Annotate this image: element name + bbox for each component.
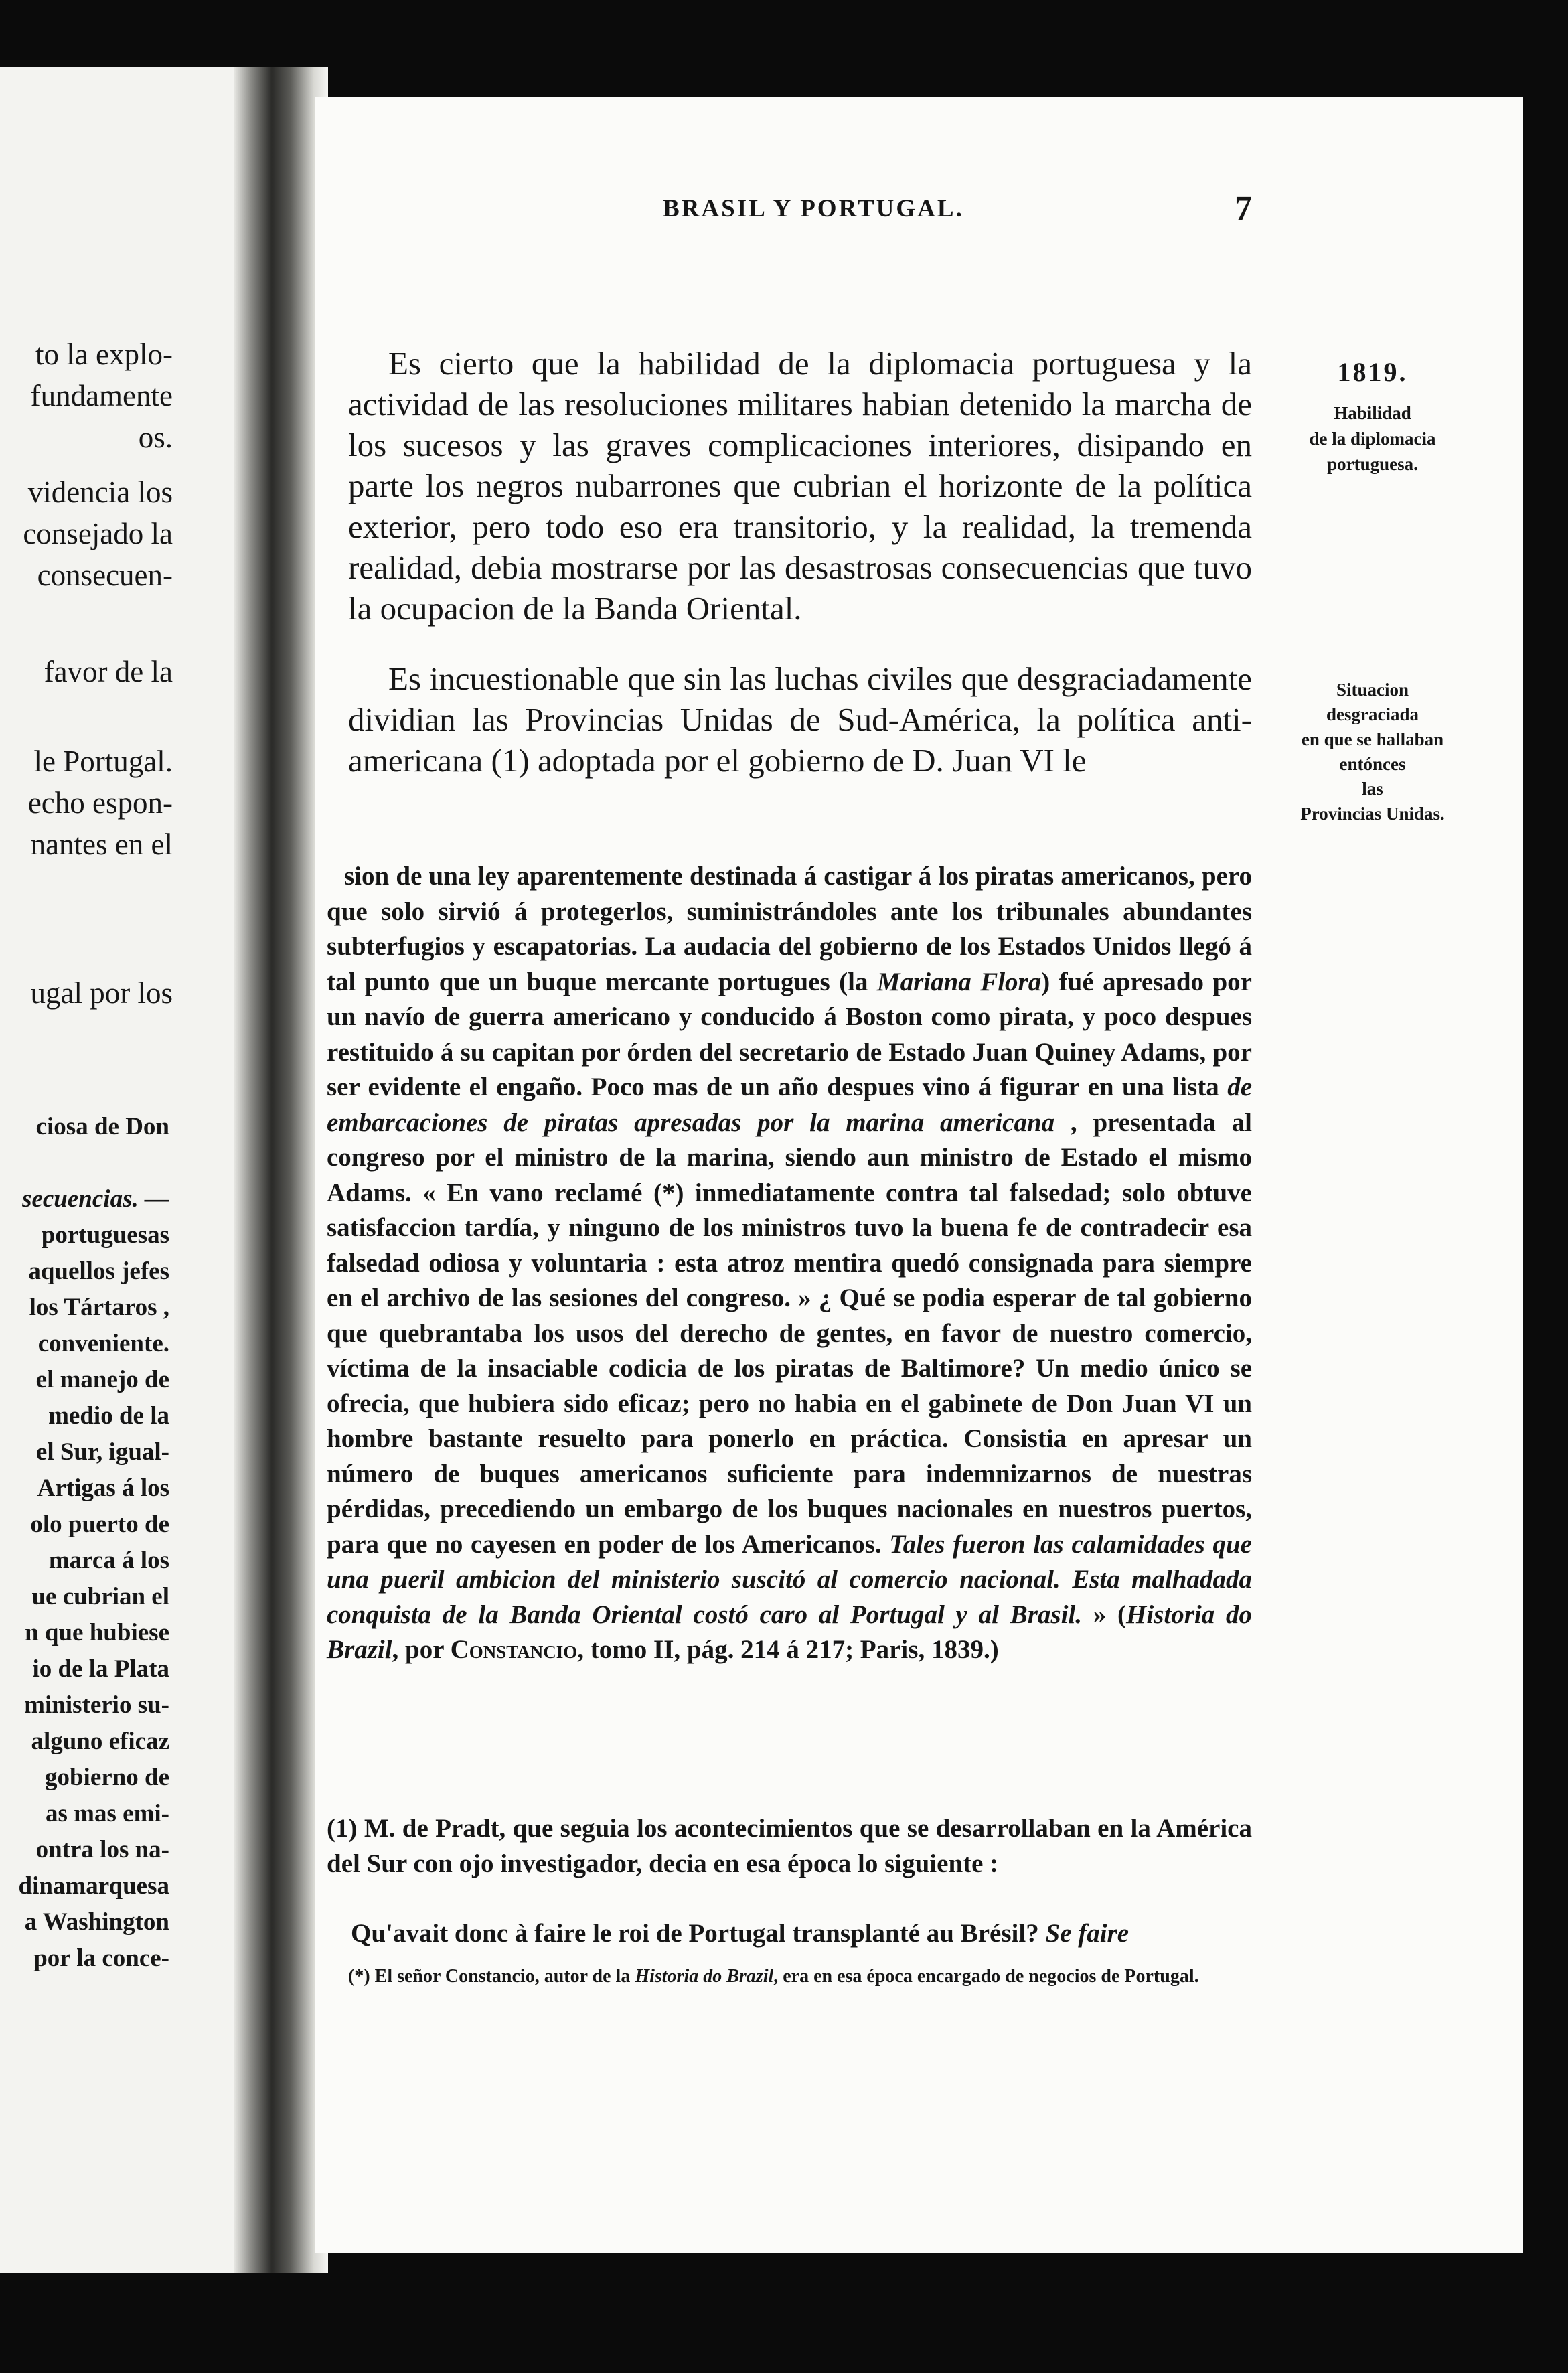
previous-page-footnote-line: io de la Plata bbox=[32, 1655, 169, 1683]
previous-page-footnote-line: marca á los bbox=[48, 1547, 169, 1574]
previous-page-footnote-line: ontra los na- bbox=[35, 1836, 169, 1863]
previous-page-footnote-line: olo puerto de bbox=[30, 1511, 169, 1538]
margin-note-line: entónces bbox=[1339, 754, 1406, 774]
running-header bbox=[348, 189, 1252, 234]
margin-note-line: de la diplomacia bbox=[1309, 429, 1436, 449]
margin-note-line: las bbox=[1362, 779, 1383, 799]
previous-page-footnote-line: por la conce- bbox=[33, 1944, 169, 1972]
previous-page-footnote-line: conveniente. bbox=[37, 1330, 169, 1357]
previous-page-footnote-line: secuencias. — bbox=[22, 1185, 169, 1213]
work-title: Historia do Brazil bbox=[635, 1966, 774, 1987]
previous-page-strip bbox=[0, 67, 246, 2277]
previous-page-line: consecuen- bbox=[37, 558, 173, 592]
author-name: Constancio bbox=[450, 1635, 578, 1664]
previous-page-line: nantes en el bbox=[30, 828, 173, 861]
previous-page-footnote-line: ciosa de Don bbox=[35, 1113, 169, 1140]
footnote-continuation bbox=[327, 859, 1252, 1668]
previous-page-footnote-line: a Washington bbox=[24, 1908, 169, 1936]
footnote-1: (1) M. de Pradt, que seguia los acontecimientos que se desarrollaban en la América del Sur con ojo investigador, decia en esa época lo siguiente : bbox=[327, 1814, 1252, 1878]
body-paragraph-1: Es cierto que la habilidad de la diplomacia portuguesa y la actividad de las resoluciones militares habian detenido la marcha de los sucesos y las graves complicaciones interiores, disipando en parte los negros nubarrones que cubrian el horizonte de la política exterior, pero todo eso era transitorio, y la realidad, la tremenda realidad, debia mostrarse por las desastrosas consecuencias que tuvo la ocupacion de la Banda Oriental. bbox=[348, 345, 1252, 627]
body-text-run: adoptada por el gobierno de D. Juan VI le bbox=[529, 742, 1087, 779]
footnote-text-run: » ( bbox=[1082, 1600, 1127, 1629]
header-title: BRASIL Y PORTUGAL. bbox=[663, 195, 964, 222]
footnote-text-run: , era en esa época encargado de negocios de Portugal. bbox=[773, 1966, 1199, 1987]
quoted-text: Tales fueron las calamidades que una pueril ambicion del ministerio suscitó al comercio nacional. Esta malhadada conquista de la Banda Oriental costó caro al Portugal y al Brasil. bbox=[327, 1529, 1252, 1629]
previous-page-line: echo espon- bbox=[27, 786, 173, 820]
margin-note-line: desgraciada bbox=[1326, 704, 1419, 724]
previous-page-line: consejado la bbox=[23, 517, 173, 550]
previous-page-footnote-line: Artigas á los bbox=[37, 1474, 169, 1502]
list-title: de embarcaciones de piratas apresadas por la marina americana bbox=[327, 1073, 1252, 1137]
footnote-text-run: (*) El señor Constancio, autor de la bbox=[348, 1966, 635, 1987]
footnote-text-run: Se faire bbox=[1045, 1919, 1129, 1948]
previous-page-footnote-line: as mas emi- bbox=[46, 1800, 169, 1827]
work-title: Historia do Brazil bbox=[327, 1600, 1252, 1664]
footnote-text-run: , por bbox=[392, 1635, 451, 1664]
page-gutter-shadow bbox=[234, 67, 328, 2277]
scan-bottom-border bbox=[0, 2273, 1568, 2373]
margin-note-line: Provincias Unidas. bbox=[1300, 803, 1445, 824]
margin-note-diplomacy bbox=[1272, 400, 1473, 477]
previous-page-line: favor de la bbox=[44, 655, 173, 688]
footnote-asterisk bbox=[335, 1965, 1252, 1988]
body-text-run: Es incuestionable que sin las luchas civiles que desgraciadamente dividian las Provincias Unidas de Sud-América, la política anti-americana bbox=[348, 660, 1252, 779]
footnote-text-run: ) fué apresado por un navío de guerra americano y conducido á Boston como pirata, y poco despues restituido á su capitan por órden del secretario de Estado Juan Quiney Adams, por ser evidente el engaño. Poco mas de un año despues vino á figurar en una lista bbox=[327, 967, 1252, 1101]
footnote-text-run: , presentada al congreso por el ministro de la marina, siendo aun ministro de Estado el mismo Adams. « En vano reclamé (*) inmediatamente contra tal falsedad; solo obtuve satisfaccion tardía, y ninguno de los ministros tuvo la buena fe de contradecir esa falsedad odiosa y voluntaria : esta atroz mentira quedó consignada para siempre en el archivo de las sesiones del congreso. » ¿ Qué se podia esperar de tal gobierno que quebrantaba los usos del derecho de gentes, en favor de nuestro comercio, víctima de la insaciable codicia de los piratas de Baltimore? Un medio único se ofrecia, que hubiera sido eficaz; pero no habia en el gabinete de Don Juan VI un hombre bastante resuelto para ponerlo en práctica. Consistia en apresar un número de buques americanos suficiente para indemnizarnos de nuestras pérdidas, precediendo un embargo de los buques nacionales en nuestros puertos, para que no cayesen en poder de los Americanos. bbox=[327, 1107, 1253, 1559]
footnote-text-run: , tomo II, pág. 214 á 217; Paris, 1839.) bbox=[577, 1635, 999, 1664]
margin-note-line: en que se hallaban bbox=[1301, 729, 1444, 749]
ship-name: Mariana Flora bbox=[876, 967, 1042, 996]
previous-page-line: ugal por los bbox=[30, 976, 173, 1010]
previous-page-line: videncia los bbox=[27, 475, 173, 509]
previous-page-line: fundamente bbox=[30, 379, 173, 412]
body-paragraph-2 bbox=[348, 658, 1252, 781]
margin-note-line: Situacion bbox=[1336, 680, 1409, 700]
footnote-text-run: Qu'avait donc à faire le roi de Portugal transplanté au Brésil? bbox=[351, 1919, 1046, 1948]
previous-page-line: os. bbox=[138, 420, 173, 454]
previous-page-footnote-line: medio de la bbox=[48, 1402, 169, 1430]
margin-note-provinces bbox=[1265, 678, 1480, 826]
previous-page-footnote-line: aquellos jefes bbox=[28, 1257, 169, 1285]
previous-page-footnote-line: gobierno de bbox=[44, 1764, 169, 1791]
margin-note-year: 1819. bbox=[1337, 357, 1408, 387]
previous-page-footnote-line: n que hubiese bbox=[25, 1619, 169, 1647]
previous-page-footnote-line: el manejo de bbox=[35, 1366, 169, 1393]
page-number: 7 bbox=[1235, 189, 1252, 228]
previous-page-footnote-line: ue cubrian el bbox=[31, 1583, 169, 1610]
footnote-reference: (1) bbox=[491, 742, 530, 779]
previous-page-line: le Portugal. bbox=[33, 745, 173, 778]
previous-page-line: to la explo- bbox=[35, 337, 173, 371]
previous-page-footnote-line: dinamarquesa bbox=[18, 1872, 169, 1900]
previous-page-footnote-line: ministerio su- bbox=[24, 1691, 169, 1719]
previous-page-footnote-line: alguno eficaz bbox=[31, 1728, 169, 1755]
margin-note-line: portuguesa. bbox=[1327, 454, 1418, 474]
footnote-text-run: sion de una ley aparentemente destinada á castigar á los piratas americanos, pero que solo sirvió á protegerlos, suministrándoles ante los tribunales abundantes subterfugios y escapatorias. La audacia del gobierno de los Estados Unidos llegó á tal punto que un buque mercante portugues (la bbox=[327, 862, 1252, 996]
footnote-1-quote bbox=[327, 1916, 1252, 1952]
previous-page-footnote-line: los Tártaros , bbox=[29, 1294, 169, 1321]
previous-page-footnote-line: el Sur, igual- bbox=[35, 1438, 169, 1466]
previous-page-footnote-line: portuguesas bbox=[41, 1221, 169, 1249]
margin-note-line: Habilidad bbox=[1334, 403, 1411, 423]
